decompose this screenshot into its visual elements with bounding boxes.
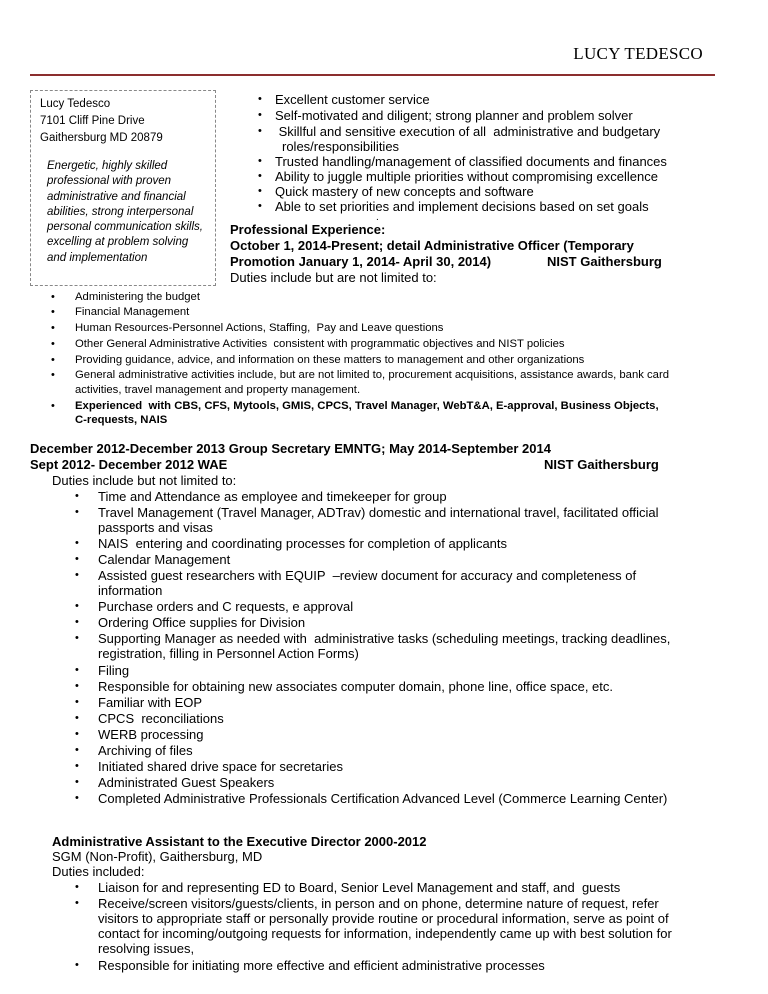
summary-line: abilities, strong interpersonal [47,205,194,218]
bullet-icon: • [75,600,79,612]
skill-item: roles/responsibilities [282,139,400,154]
duty-item: CPCS reconciliations [98,711,224,726]
summary-line: professional with proven [47,175,172,188]
bullet-icon: • [75,792,79,804]
duty-item: Assisted guest researchers with EQUIP –review document for accuracy and completeness of [98,568,637,583]
bullet-icon: • [75,506,79,518]
section-heading-professional: Professional Experience: [230,222,386,237]
bullet-icon: • [258,125,262,137]
bullet-icon: • [258,200,262,212]
duty-item: Other General Administrative Activities consistent with programmatic objectives and NIST policies [75,338,565,350]
bullet-icon: • [51,338,55,350]
skill-item: Self-motivated and diligent; strong planner and problem solver [275,108,633,123]
skill-item: Skillful and sensitive execution of all administrative and budgetary [275,124,661,139]
bullet-icon: • [75,553,79,565]
duty-item: Human Resources-Personnel Actions, Staffing, Pay and Leave questions [75,322,444,334]
bullet-icon: • [75,744,79,756]
bullet-icon: • [258,93,262,105]
bullet-icon: • [75,680,79,692]
bullet-icon: • [51,400,55,412]
duty-item: Completed Administrative Professionals Certification Advanced Level (Commerce Learning Center) [98,791,668,806]
bullet-icon: • [75,537,79,549]
duty-item: resolving issues, [98,941,195,956]
duty-item: Receive/screen visitors/guests/clients, in person and on phone, determine nature of request, refer [98,896,659,911]
duty-item: registration, filling in Personnel Action Forms) [98,646,359,661]
bullet-icon: • [75,712,79,724]
duty-item: Calendar Management [98,552,231,567]
duties-intro: Duties included: [52,864,145,879]
duty-item: Purchase orders and C requests, e approval [98,599,354,614]
bullet-icon: • [258,185,262,197]
summary-text [47,159,215,266]
skill-item: Trusted handling/management of classified documents and finances [275,154,667,169]
duty-item: General administrative activities include, but are not limited to, procurement acquisitions, assistance awards, bank card [75,369,670,381]
skill-item: Able to set priorities and implement decisions based on set goals [275,199,649,214]
bullet-icon: • [75,632,79,644]
bullet-icon: • [75,881,79,893]
job-title-line: Promotion January 1, 2014- April 30, 2014) [230,254,492,269]
bullet-icon: • [51,291,55,303]
bullet-icon: • [51,306,55,318]
job-org: SGM (Non-Profit), Gaithersburg, MD [52,849,263,864]
bullet-icon: • [75,776,79,788]
duty-item: Time and Attendance as employee and timekeeper for group [98,489,447,504]
bullet-icon: • [75,959,79,971]
bullet-icon: • [75,696,79,708]
bullet-icon: • [51,369,55,381]
contact-name: Lucy Tedesco [40,98,111,110]
duty-item: Familiar with EOP [98,695,203,710]
duty-item: NAIS entering and coordinating processes for completion of applicants [98,536,508,551]
duty-item: Ordering Office supplies for Division [98,615,306,630]
duty-item: visitors to appropriate staff or personally provide routine or procedural information, serve as point of [98,911,669,926]
bullet-icon: • [75,897,79,909]
summary-line: personal communication skills, [47,221,203,234]
duty-item: Experienced with CBS, CFS, Mytools, GMIS, CPCS, Travel Manager, WebT&A, E-approval, Business Objects, [75,400,659,412]
bullet-icon: • [75,760,79,772]
bullet-icon: • [258,109,262,121]
bullet-icon: • [75,490,79,502]
bullet-icon: • [75,569,79,581]
duty-item: Archiving of files [98,743,193,758]
duty-item: Administrated Guest Speakers [98,775,275,790]
job-title-line: October 1, 2014-Present; detail Administrative Officer (Temporary [230,238,634,253]
job-employer: NIST Gaithersburg [547,254,662,269]
bullet-icon: • [51,322,55,334]
duty-item: Responsible for initiating more effective and efficient administrative processes [98,958,545,973]
duty-item: information [98,583,163,598]
summary-line: Energetic, highly skilled [47,160,168,172]
duty-item: activities, travel management and property management. [75,384,361,396]
bullet-icon: • [258,170,262,182]
stray-dot: . [376,212,379,223]
duty-item: Initiated shared drive space for secretaries [98,759,343,774]
duty-item: Administering the budget [75,291,200,303]
bullet-icon: • [51,354,55,366]
bullet-icon: • [75,664,79,676]
duties-intro: Duties include but not limited to: [52,473,237,488]
skill-item: Quick mastery of new concepts and software [275,184,534,199]
skill-item: Excellent customer service [275,92,430,107]
header-rule [30,74,715,76]
summary-line: administrative and financial [47,190,186,203]
duty-item: Providing guidance, advice, and information on these matters to management and other organizations [75,354,585,366]
summary-line: excelling at problem solving [47,236,189,249]
job-title-line: Administrative Assistant to the Executive Director 2000-2012 [52,834,427,849]
job-title-line: Sept 2012- December 2012 WAE [30,457,228,472]
duty-item: Supporting Manager as needed with administrative tasks (scheduling meetings, tracking deadlines, [98,631,671,646]
job-employer: NIST Gaithersburg [544,457,659,472]
duty-item: C-requests, NAIS [75,414,168,426]
duty-item: contact for incoming/outgoing requests for information, independently came up with best solution for [98,926,672,941]
duty-item: Filing [98,663,130,678]
duty-item: Responsible for obtaining new associates computer domain, phone line, office space, etc. [98,679,614,694]
bullet-icon: • [75,616,79,628]
job-title-line: December 2012-December 2013 Group Secretary EMNTG; May 2014-September 2014 [30,441,551,456]
resume-name-header: LUCY TEDESCO [573,44,703,63]
duty-item: Travel Management (Travel Manager, ADTrav) domestic and international travel, facilitated official [98,505,659,520]
bullet-icon: • [258,155,262,167]
duty-item: passports and visas [98,520,213,535]
duties-intro: Duties include but are not limited to: [230,270,437,285]
duty-item: Financial Management [75,306,190,318]
duty-item: WERB processing [98,727,204,742]
bullet-icon: • [75,728,79,740]
contact-street: 7101 Cliff Pine Drive [40,115,145,127]
duty-item: Liaison for and representing ED to Board, Senior Level Management and staff, and guests [98,880,621,895]
skill-item: Ability to juggle multiple priorities without compromising excellence [275,169,658,184]
contact-city: Gaithersburg MD 20879 [40,132,163,144]
summary-line: and implementation [47,251,148,264]
